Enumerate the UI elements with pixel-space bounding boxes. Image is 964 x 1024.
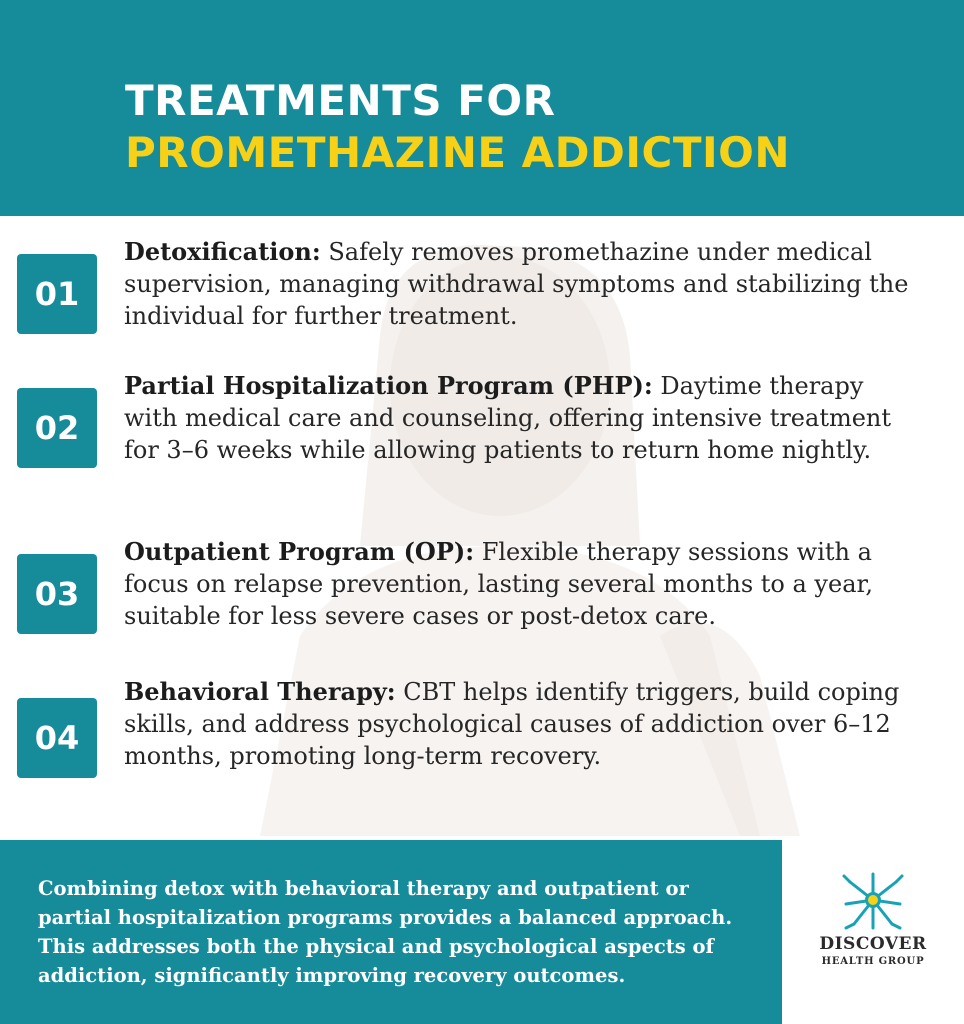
neuron-icon xyxy=(840,870,906,932)
logo-name: DISCOVER xyxy=(819,934,927,954)
header-banner xyxy=(0,0,964,216)
treatment-description: Safely removes promethazine under medical supervision, managing withdrawal symptoms and stabilizing the individual for further treatment. xyxy=(124,238,909,330)
treatment-term: Detoxification: xyxy=(124,237,321,266)
treatment-text xyxy=(124,370,924,466)
number-badge: 02 xyxy=(17,388,97,468)
treatment-text xyxy=(124,536,924,632)
number-badge: 01 xyxy=(17,254,97,334)
treatment-term: Outpatient Program (OP): xyxy=(124,537,475,566)
brand-logo xyxy=(808,870,938,980)
number-badge: 04 xyxy=(17,698,97,778)
summary-panel xyxy=(0,840,782,1024)
logo-subtitle: HEALTH GROUP xyxy=(821,956,925,967)
number-badge: 03 xyxy=(17,554,97,634)
treatment-text xyxy=(124,676,924,772)
treatment-description: Daytime therapy with medical care and counseling, offering intensive treatment for 3–6 weeks while allowing patients to return home nightly. xyxy=(124,372,892,464)
treatment-description: CBT helps identify triggers, build coping skills, and address psychological causes of addiction over 6–12 months, promoting long-term recovery. xyxy=(124,678,900,770)
treatment-term: Behavioral Therapy: xyxy=(124,677,396,706)
treatment-text xyxy=(124,236,924,332)
page-title-line-1: TREATMENTS FOR xyxy=(125,76,556,125)
treatment-description: Flexible therapy sessions with a focus on relapse prevention, lasting several months to a year, suitable for less severe cases or post-detox care. xyxy=(124,538,873,630)
summary-text: Combining detox with behavioral therapy and outpatient or partial hospitalization programs provides a balanced approach. This addresses both the physical and psychological aspects of addiction, significantly improving recovery outcomes. xyxy=(38,877,733,987)
page-title-line-2: PROMETHAZINE ADDICTION xyxy=(125,128,790,177)
treatment-term: Partial Hospitalization Program (PHP): xyxy=(124,371,653,400)
